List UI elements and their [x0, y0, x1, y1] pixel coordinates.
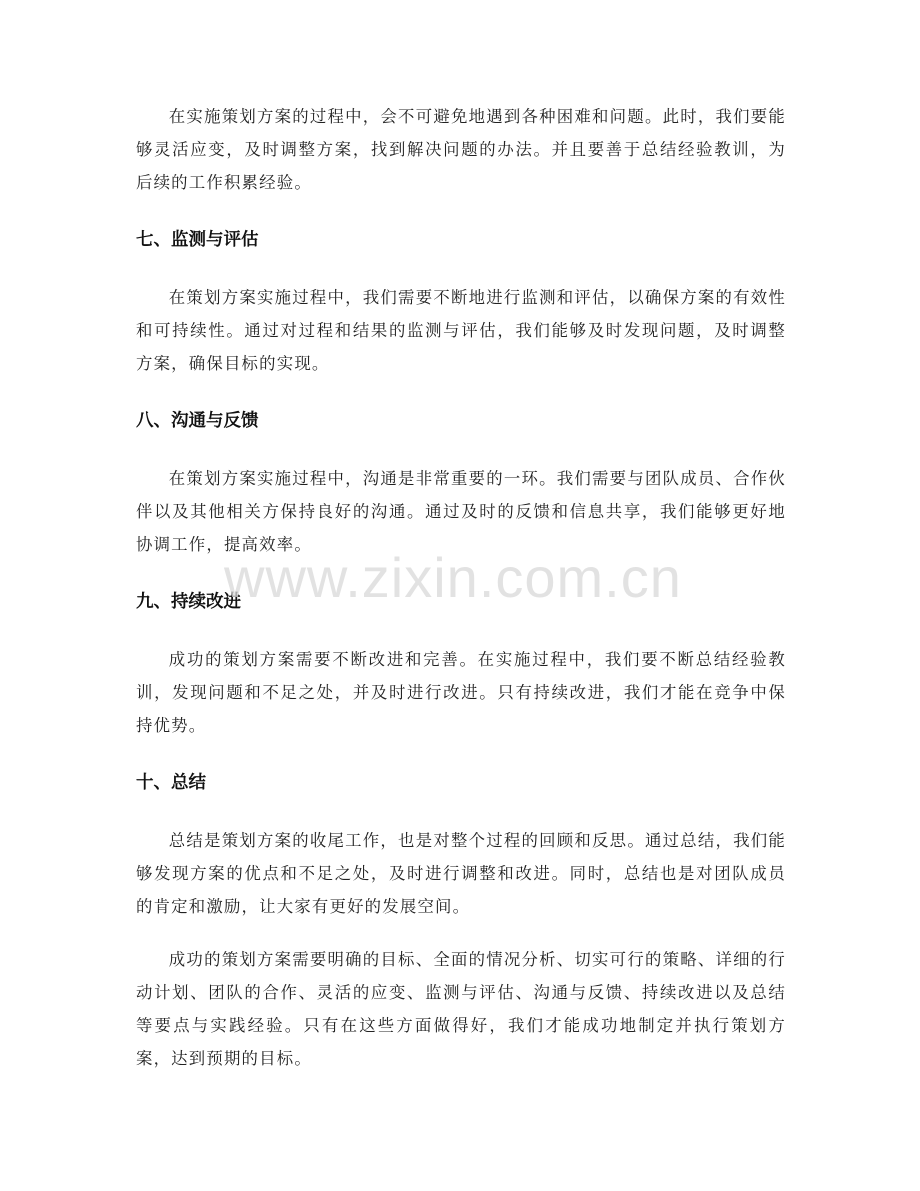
heading-communication-feedback: 八、沟通与反馈: [136, 411, 259, 431]
watermark-text: www.zixin.com.cn: [224, 546, 682, 609]
paragraph-flexible-response: 在实施策划方案的过程中，会不可避免地遇到各种困难和问题。此时，我们要能够灵活应变，及时调整方案，找到解决问题的办法。并且要善于总结经验教训，为后续的工作积累经验。: [136, 107, 786, 192]
paragraph-conclusion: 成功的策划方案需要明确的目标、全面的情况分析、切实可行的策略、详细的行动计划、团队的合作、灵活的应变、监测与评估、沟通与反馈、持续改进以及总结等要点与实践经验。只有在这些方面做得好，我们才能成功地制定并执行策划方案，达到预期的目标。: [136, 950, 786, 1068]
heading-monitoring-evaluation: 七、监测与评估: [136, 230, 259, 250]
document-page: [136, 100, 786, 1075]
heading-continuous-improvement: 九、持续改进: [136, 592, 241, 612]
paragraph-monitoring-evaluation: 在策划方案实施过程中，我们需要不断地进行监测和评估，以确保方案的有效性和可持续性。通过对过程和结果的监测与评估，我们能够及时发现问题，及时调整方案，确保目标的实现。: [136, 288, 786, 373]
heading-summary: 十、总结: [136, 773, 206, 793]
paragraph-continuous-improvement: 成功的策划方案需要不断改进和完善。在实施过程中，我们要不断总结经验教训，发现问题和不足之处，并及时进行改进。只有持续改进，我们才能在竞争中保持优势。: [136, 650, 786, 735]
paragraph-communication-feedback: 在策划方案实施过程中，沟通是非常重要的一环。我们需要与团队成员、合作伙伴以及其他相关方保持良好的沟通。通过及时的反馈和信息共享，我们能够更好地协调工作，提高效率。: [136, 469, 786, 554]
paragraph-summary: 总结是策划方案的收尾工作，也是对整个过程的回顾和反思。通过总结，我们能够发现方案的优点和不足之处，及时进行调整和改进。同时，总结也是对团队成员的肯定和激励，让大家有更好的发展空间。: [136, 831, 786, 916]
